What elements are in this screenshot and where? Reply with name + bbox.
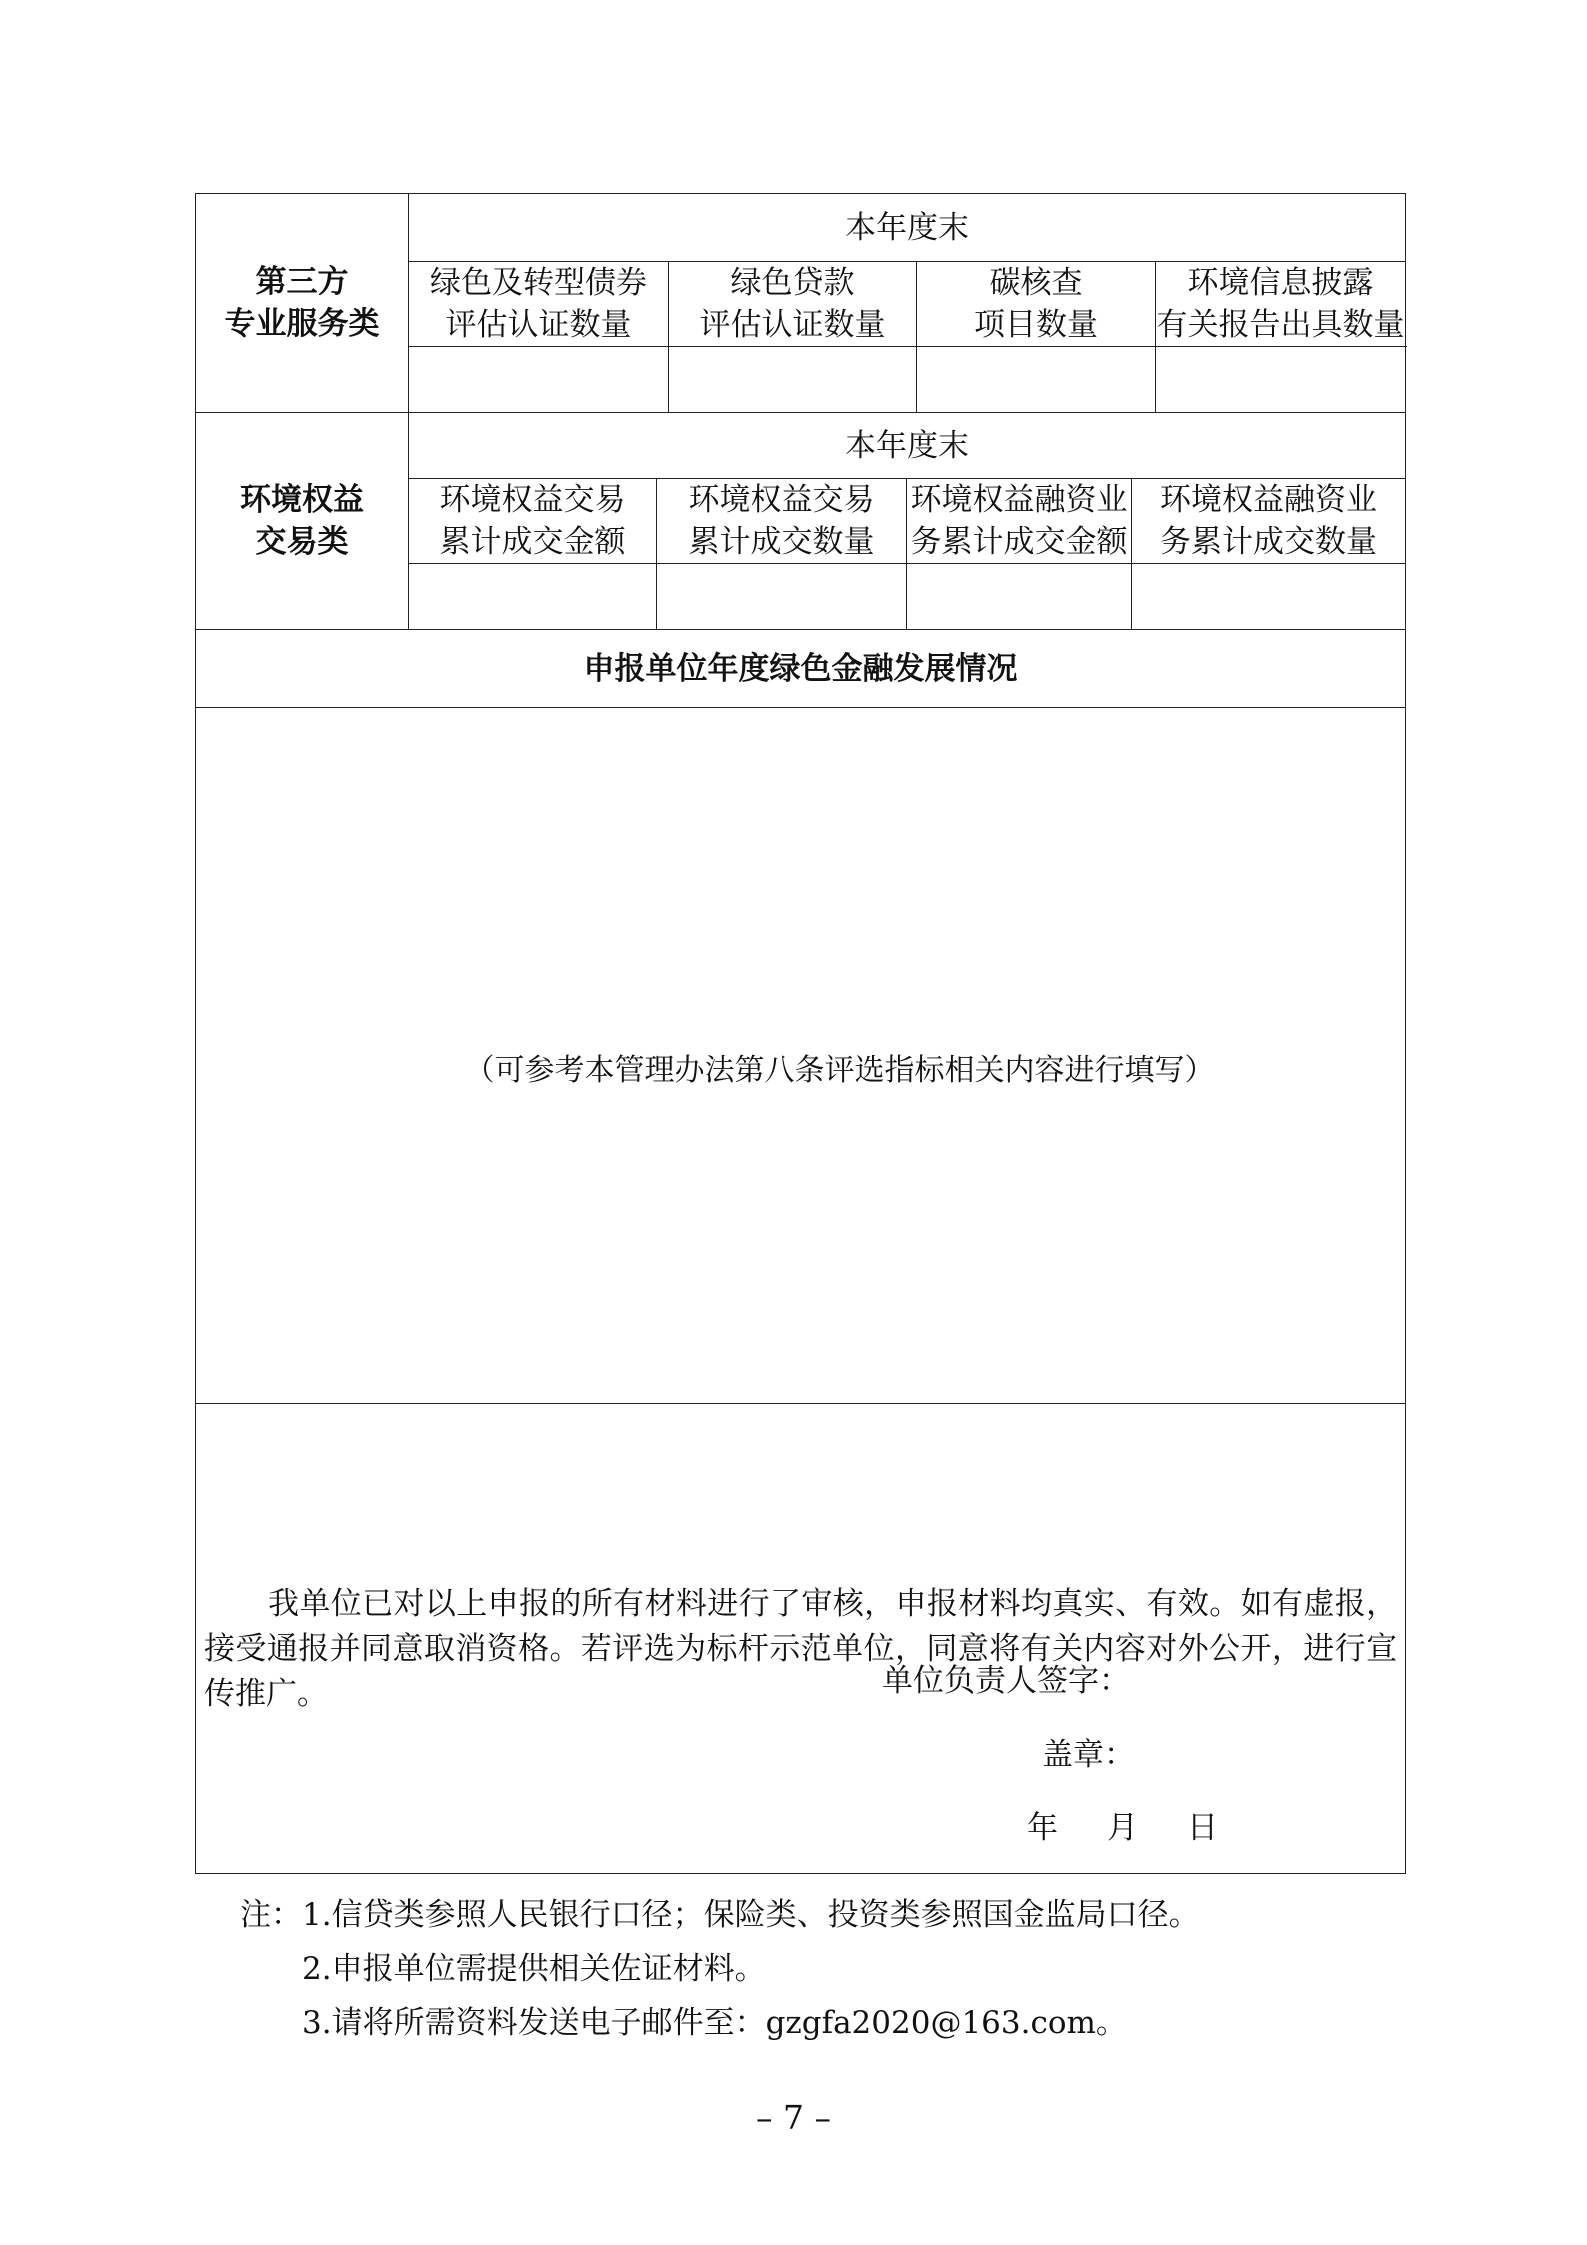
- col-label-line2: 务累计成交数量: [1160, 524, 1378, 560]
- col-label-line2: 累计成交数量: [688, 524, 875, 560]
- page-number: – 7 –: [756, 2098, 831, 2137]
- col-green-bond-certification: [409, 262, 669, 347]
- application-form-table: [195, 193, 1406, 1874]
- development-hint: （可参考本管理办法第八条评选指标相关内容进行填写）: [464, 1052, 1215, 1088]
- declaration-text: 我单位已对以上申报的所有材料进行了审核，申报材料均真实、有效。如有虚报，接受通报并同意取消资格。若评选为标杆示范单位，同意将有关内容对外公开，进行宣传推广。: [204, 1586, 1398, 1712]
- col-label-line1: 环境信息披露: [1187, 265, 1374, 301]
- category-env-rights-line1: 环境权益: [240, 482, 364, 518]
- col-financing-volume: [1132, 479, 1406, 564]
- input-financing-amount[interactable]: [907, 564, 1132, 630]
- input-carbon-verification[interactable]: [917, 347, 1156, 413]
- col-label-line2: 评估认证数量: [699, 307, 886, 343]
- development-section-title: 申报单位年度绿色金融发展情况: [196, 630, 1406, 708]
- col-label-line1: 碳核查: [989, 265, 1083, 301]
- third-party-period-header: 本年度末: [409, 194, 1406, 262]
- category-third-party: [196, 194, 409, 413]
- notes: [240, 1888, 1200, 2050]
- input-env-disclosure-reports[interactable]: [1156, 347, 1406, 413]
- input-green-bond-certification[interactable]: [409, 347, 669, 413]
- note-item-2: 2.申报单位需提供相关佐证材料。: [302, 1951, 766, 1987]
- development-textarea[interactable]: [196, 708, 1406, 1404]
- col-label-line2: 项目数量: [974, 307, 1098, 343]
- col-label-line1: 环境权益融资业: [910, 482, 1128, 518]
- seal-label: 盖章：: [1042, 1737, 1135, 1773]
- col-financing-amount: [907, 479, 1132, 564]
- env-rights-period-header: 本年度末: [409, 413, 1406, 479]
- date-day-label: 日: [1187, 1810, 1218, 1846]
- col-label-line1: 绿色及转型债券: [430, 265, 647, 301]
- col-label-line1: 绿色贷款: [730, 265, 855, 301]
- col-trade-amount: [409, 479, 657, 564]
- input-green-loan-certification[interactable]: [669, 347, 917, 413]
- input-financing-volume[interactable]: [1132, 564, 1406, 630]
- date-year-label: 年: [1027, 1810, 1058, 1846]
- col-carbon-verification: [917, 262, 1156, 347]
- category-env-rights-line2: 交易类: [255, 524, 349, 560]
- col-trade-volume: [657, 479, 907, 564]
- col-env-disclosure-reports: [1156, 262, 1406, 347]
- col-label-line2: 评估认证数量: [445, 307, 632, 343]
- category-env-rights: [196, 413, 409, 630]
- col-label-line1: 环境权益融资业: [1160, 482, 1378, 518]
- col-label-line2: 务累计成交金额: [910, 524, 1128, 560]
- note-item-3: 3.请将所需资料发送电子邮件至：gzgfa2020@163.com。: [302, 2005, 1127, 2041]
- category-third-party-line2: 专业服务类: [224, 306, 380, 342]
- input-trade-amount[interactable]: [409, 564, 657, 630]
- col-green-loan-certification: [669, 262, 917, 347]
- col-label-line1: 环境权益交易: [688, 482, 875, 518]
- col-label-line1: 环境权益交易: [439, 482, 626, 518]
- input-trade-volume[interactable]: [657, 564, 907, 630]
- col-label-line2: 累计成交金额: [439, 524, 626, 560]
- col-label-line2: 有关报告出具数量: [1156, 307, 1405, 343]
- category-third-party-line1: 第三方: [255, 264, 349, 300]
- signature-label: 单位负责人签字：: [882, 1663, 1130, 1699]
- declaration-block: [196, 1404, 1406, 1874]
- date-month-label: 月: [1107, 1810, 1138, 1846]
- note-item-1: 注：1.信贷类参照人民银行口径；保险类、投资类参照国金监局口径。: [240, 1897, 1200, 1933]
